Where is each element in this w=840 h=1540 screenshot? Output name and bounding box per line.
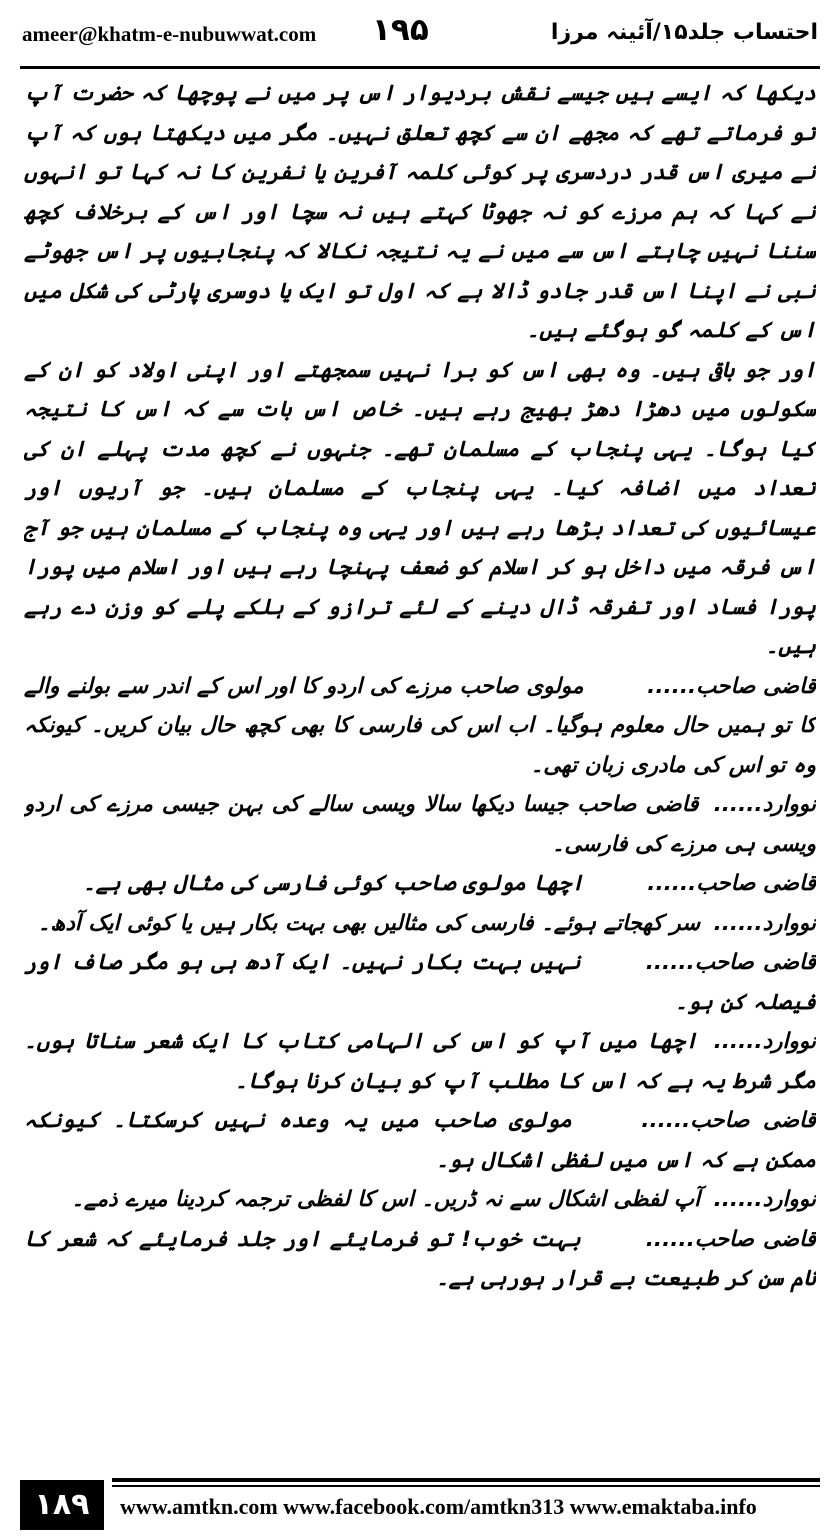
footer-rule-thin <box>112 1485 820 1487</box>
page-body <box>24 74 816 1470</box>
speaker-label: قاضی صاحب...... <box>647 673 816 699</box>
header-rule <box>20 66 820 69</box>
dialogue-text: سر کھجاتے ہوئے۔ فارسی کی مثالیں بھی بہت بکار ہیں یا کوئی ایک آدھ۔ <box>37 910 701 936</box>
dialogue-text: قاضی صاحب جیسا دیکھا سالا ویسی سالے کی بہن جیسی مرزے کی اردو ویسی ہی مرزے کی فارسی۔ <box>24 792 816 857</box>
dialogue-line <box>24 1180 816 1220</box>
footer-page-number: ۱۸۹ <box>20 1480 104 1530</box>
page-footer <box>20 1476 820 1532</box>
dialogue-text: نہیں بہت بکار نہیں۔ ایک آدھ ہی ہو مگر صاف اور فیصلہ کن ہو۔ <box>24 950 816 1015</box>
dialogue-line <box>24 785 816 864</box>
dialogue-line <box>24 904 816 944</box>
header-book-title: احتساب جلد۱۵/آئینہ مرزا <box>550 20 818 45</box>
footer-links: www.amtkn.com www.facebook.com/amtkn313 www.emaktaba.info <box>120 1494 757 1519</box>
dialogue-text: مولوی صاحب مرزے کی اردو کا اور اس کے اندر سے بولنے والے کا تو ہمیں حال معلوم ہوگیا۔ اب اس کی فارسی کا بھی کچھ حال بیان کریں۔ کیونکہ وہ تو اس کی مادری زبان تھی۔ <box>24 673 816 778</box>
speaker-label: قاضی صاحب...... <box>645 950 816 975</box>
dialogue-line <box>24 864 816 904</box>
speaker-label: نووارد...... <box>713 1029 816 1054</box>
paragraph-text: اور جو باقی ہیں۔ وہ بھی اس کو برا نہیں سمجھتے اور اپنی اولاد کو ان کے سکولوں میں دھڑا دھڑ بھیج رہے ہیں۔ خاص اس بات سے کہ اس کا نتیجہ کیا ہوگا۔ یہی پنجاب کے مسلمان تھے۔ جنہوں نے کچھ مدت پہلے ان کی تعداد میں اضافہ کیا۔ یہی پنجاب کے مسلمان ہیں۔ جو آریوں اور عیسائیوں کی تعداد بڑھا رہے ہیں اور یہی وہ پنجاب کے مسلمان ہیں جو آج اس فرقہ میں داخل ہو کر اسلام کو ضعف پہنچا رہے ہیں اور اسلام میں پورا پورا فساد اور تفرقہ ڈال دینے کے لئے ترازو کے ہلکے پلے کو وزن دے رہے ہیں۔ <box>24 357 816 659</box>
speaker-label: نووارد...... <box>713 1187 816 1212</box>
speaker-label: نووارد...... <box>713 910 816 936</box>
dialogue-line <box>24 1101 816 1180</box>
paragraph <box>24 74 816 351</box>
header-page-number: ۱۹۵ <box>372 12 429 48</box>
speaker-label: قاضی صاحب...... <box>645 1226 816 1252</box>
dialogue-line <box>24 1220 816 1299</box>
speaker-label: نووارد...... <box>713 792 816 817</box>
footer-rule <box>112 1478 820 1482</box>
dialogue-text: اچھا مولوی صاحب کوئی فارسی کی مثال بھی ہے۔ <box>82 871 584 896</box>
dialogue-line <box>24 1022 816 1101</box>
dialogue-line <box>24 667 816 786</box>
dialogue-text: اچھا میں آپ کو اس کی الہامی کتاب کا ایک شعر سناتا ہوں۔ مگر شرط یہ ہے کہ اس کا مطلب آپ کو بیان کرنا ہوگا۔ <box>24 1029 816 1094</box>
dialogue-text: آپ لفظی اشکال سے نہ ڈریں۔ اس کا لفظی ترجمہ کردینا میرے ذمے۔ <box>71 1187 701 1212</box>
dialogue-text: بہت خوب! تو فرمایئے اور جلد فرمایئے کہ شعر کا نام سن کر طبیعت بے قرار ہورہی ہے۔ <box>24 1226 816 1291</box>
dialogue-line <box>24 943 816 1022</box>
paragraph-text: دیکھا کہ ایسے ہیں جیسے نقش بردیوار اس پر میں نے پوچھا کہ حضرت آپ تو فرماتے تھے کہ مجھے ان سے کچھ تعلق نہیں۔ مگر میں دیکھتا ہوں کہ آپ نے میری اس قدر دردسری پر کوئی کلمہ آفرین یا نفرین کا نہ کہا تو انہوں نے کہا کہ ہم مرزے کو نہ جھوٹا کہتے ہیں نہ سچا اور اس کے برخلاف کچھ سننا نہیں چاہتے اس سے میں نے یہ نتیجہ نکالا کہ پنجابیوں پر اس جھوٹے نبی نے اپنا اس قدر جادو ڈالا ہے کہ اول تو ایک یا دوسری پارٹی کی شکل میں اس کے کلمہ گو ہوگئے ہیں۔ <box>24 81 816 343</box>
speaker-label: قاضی صاحب...... <box>647 871 816 896</box>
paragraph <box>24 351 816 667</box>
dialogue-text: مولوی صاحب میں یہ وعدہ نہیں کرسکتا۔ کیونکہ ممکن ہے کہ اس میں لفظی اشکال ہو۔ <box>24 1108 816 1173</box>
speaker-label: قاضی صاحب...... <box>641 1108 816 1133</box>
page-header <box>0 0 840 70</box>
header-email: ameer@khatm-e-nubuwwat.com <box>22 22 317 46</box>
